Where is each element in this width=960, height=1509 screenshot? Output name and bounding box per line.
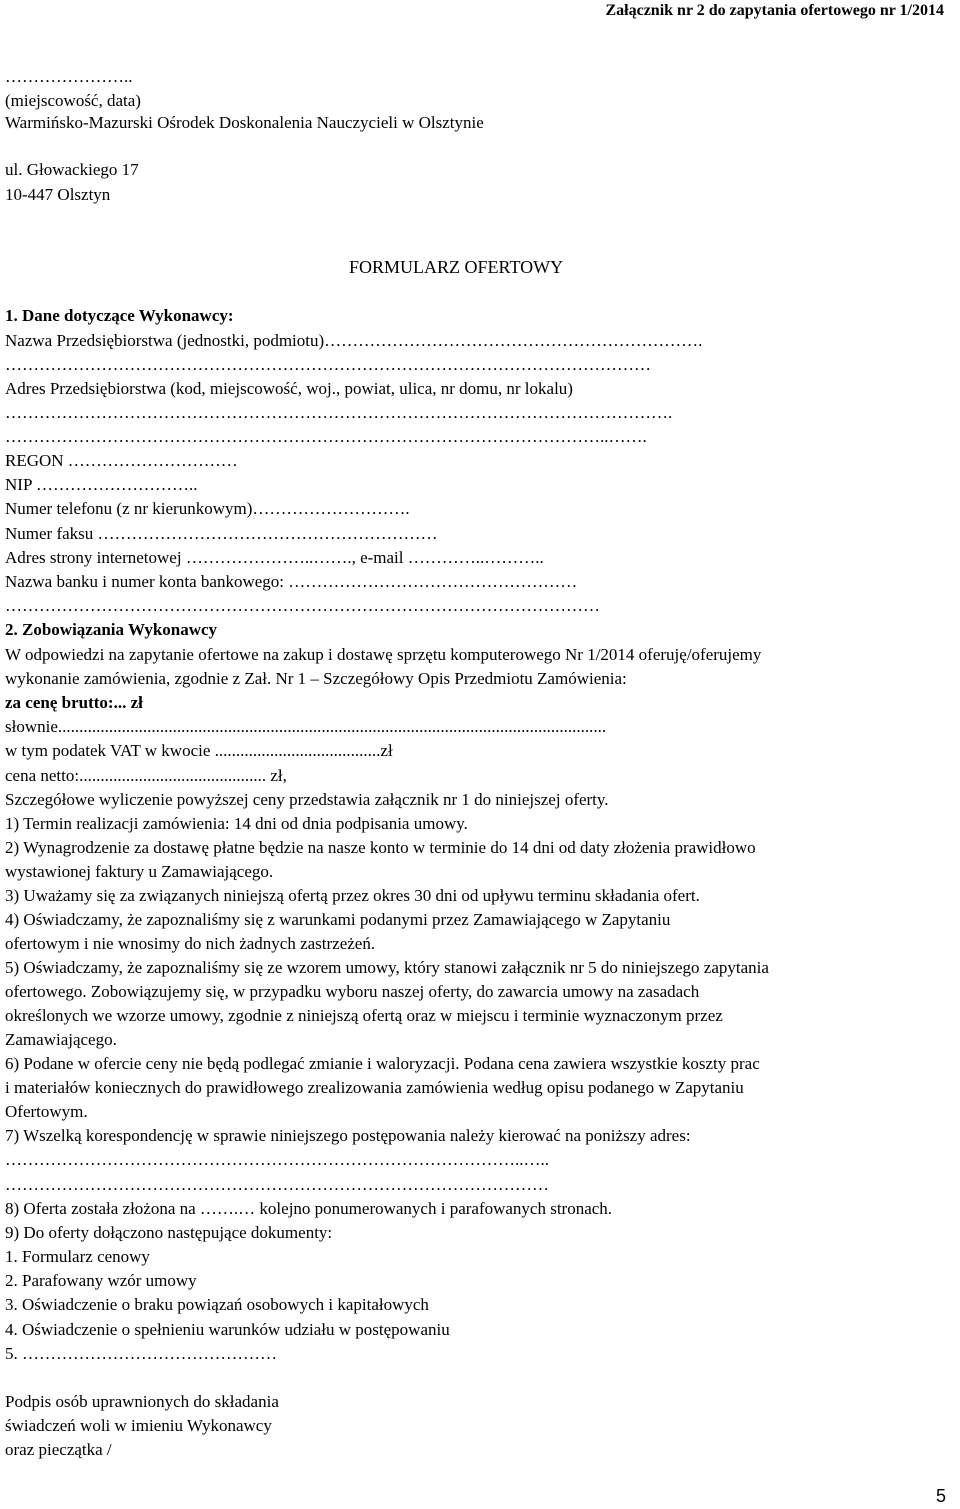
- fax-field: Numer faksu ……………………………………………………: [5, 524, 438, 543]
- point-5: 5) Oświadczamy, że zapoznaliśmy się ze wzorem umowy, który stanowi załącznik nr 5 do niniejszego zapytania: [5, 958, 769, 977]
- point-9: 9) Do oferty dołączono następujące dokumenty:: [5, 1223, 333, 1242]
- point-6: 6) Podane w ofercie ceny nie będą podlegać zmianie i waloryzacji. Podana cena zawiera wszystkie koszty prac: [5, 1054, 760, 1073]
- recipient-street: ul. Głowackiego 17: [5, 160, 139, 179]
- price-in-words: słownie.................................................................................................................................: [5, 717, 607, 736]
- signature-line3: oraz pieczątka /: [5, 1440, 112, 1459]
- section2-intro-line2: wykonanie zamówienia, zgodnie z Zał. Nr 1 – Szczegółowy Opis Przedmiotu Zamówienia:: [5, 669, 627, 688]
- point-2-continuation: wystawionej faktury u Zamawiającego.: [5, 862, 274, 881]
- point-6-continuation-1: i materiałów koniecznych do prawidłowego zrealizowania zamówienia według opisu podanego w Zapytaniu: [5, 1078, 744, 1097]
- point-3: 3) Uważamy się za związanych niniejszą ofertą przez okres 30 dni od upływu terminu składania ofert.: [5, 886, 700, 905]
- price-gross: za cenę brutto:... zł: [5, 693, 143, 712]
- recipient-city: 10-447 Olsztyn: [5, 185, 111, 204]
- correspondence-address-line2: ……………………………………………………………………………………: [5, 1175, 549, 1194]
- point-4: 4) Oświadczamy, że zapoznaliśmy się z warunkami podanymi przez Zamawiającego w Zapytaniu: [5, 910, 671, 929]
- regon-field: REGON …………………………: [5, 451, 238, 470]
- company-name-line: Nazwa Przedsiębiorstwa (jednostki, podmiotu)………………………………………………………….: [5, 331, 703, 350]
- attachment-4: 4. Oświadczenie o spełnieniu warunków udziału w postępowaniu: [5, 1320, 450, 1339]
- point-2: 2) Wynagrodzenie za dostawę płatne będzie na nasze konto w terminie do 14 dni od daty złożenia prawidłowo: [5, 838, 756, 857]
- point-5-continuation-3: Zamawiającego.: [5, 1030, 117, 1049]
- vat-amount: w tym podatek VAT w kwocie .......................................zł: [5, 741, 393, 760]
- section2-intro-line1: W odpowiedzi na zapytanie ofertowe na zakup i dostawę sprzętu komputerowego Nr 1/2014 oferuję/oferujemy: [5, 645, 762, 664]
- bank-account-line: ……………………………………………………………………………………………: [5, 596, 600, 615]
- attachment-2: 2. Parafowany wzór umowy: [5, 1271, 197, 1290]
- point-6-continuation-2: Ofertowym.: [5, 1102, 88, 1121]
- company-address-label: Adres Przedsiębiorstwa (kod, miejscowość, woj., powiat, ulica, nr domu, nr lokalu): [5, 379, 573, 398]
- correspondence-address-line1: ………………………………………………………………………………..…..: [5, 1150, 549, 1169]
- price-net: cena netto:............................................ zł,: [5, 766, 287, 785]
- attachment-1: 1. Formularz cenowy: [5, 1247, 150, 1266]
- point-1: 1) Termin realizacji zamówienia: 14 dni od dnia podpisania umowy.: [5, 814, 468, 833]
- bank-account-label: Nazwa banku i numer konta bankowego: ……………………………………………: [5, 572, 578, 591]
- attachment-header: Załącznik nr 2 do zapytania ofertowego nr 1/2014: [605, 2, 944, 19]
- point-5-continuation-2: określonych we wzorze umowy, zgodnie z niniejszą ofertą oraz w miejscu i terminie wyznaczonym przez: [5, 1006, 723, 1025]
- company-address-line1: ……………………………………………………………………………………………………….: [5, 403, 673, 422]
- place-date-label: (miejscowość, data): [5, 91, 141, 110]
- section1-heading: 1. Dane dotyczące Wykonawcy:: [5, 306, 234, 325]
- place-date-dots: …………………..: [5, 67, 133, 86]
- section2-heading: 2. Zobowiązania Wykonawcy: [5, 620, 218, 639]
- attachment-3: 3. Oświadczenie o braku powiązań osobowych i kapitałowych: [5, 1295, 429, 1314]
- attachment-5: 5. ………………………………………: [5, 1344, 277, 1363]
- signature-line2: świadczeń woli w imieniu Wykonawcy: [5, 1416, 272, 1435]
- phone-field: Numer telefonu (z nr kierunkowym)……………………….: [5, 499, 410, 518]
- point-7: 7) Wszelką korespondencję w sprawie niniejszego postępowania należy kierować na poniższy adres:: [5, 1126, 691, 1145]
- point-5-continuation-1: ofertowego. Zobowiązujemy się, w przypadku wyboru naszej oferty, do zawarcia umowy na zasadach: [5, 982, 700, 1001]
- point-8: 8) Oferta została złożona na …….… kolejno ponumerowanych i parafowanych stronach.: [5, 1199, 613, 1218]
- website-email-field: Adres strony internetowej …………………..……., e-mail …………..………..: [5, 548, 544, 567]
- nip-field: NIP ………………………..: [5, 475, 198, 494]
- company-address-line2: ……………………………………………………………………………………………..…….: [5, 427, 647, 446]
- price-detail-note: Szczegółowe wyliczenie powyższej ceny przedstawia załącznik nr 1 do niniejszej oferty.: [5, 790, 609, 809]
- page-number: 5: [935, 1486, 946, 1506]
- signature-line1: Podpis osób uprawnionych do składania: [5, 1392, 279, 1411]
- point-4-continuation: ofertowym i nie wnosimy do nich żadnych zastrzeżeń.: [5, 934, 376, 953]
- recipient-name: Warmińsko-Mazurski Ośrodek Doskonalenia Nauczycieli w Olsztynie: [5, 113, 484, 132]
- company-name-continuation: ……………………………………………………………………………………………………: [5, 355, 651, 374]
- form-title: FORMULARZ OFERTOWY: [349, 257, 564, 277]
